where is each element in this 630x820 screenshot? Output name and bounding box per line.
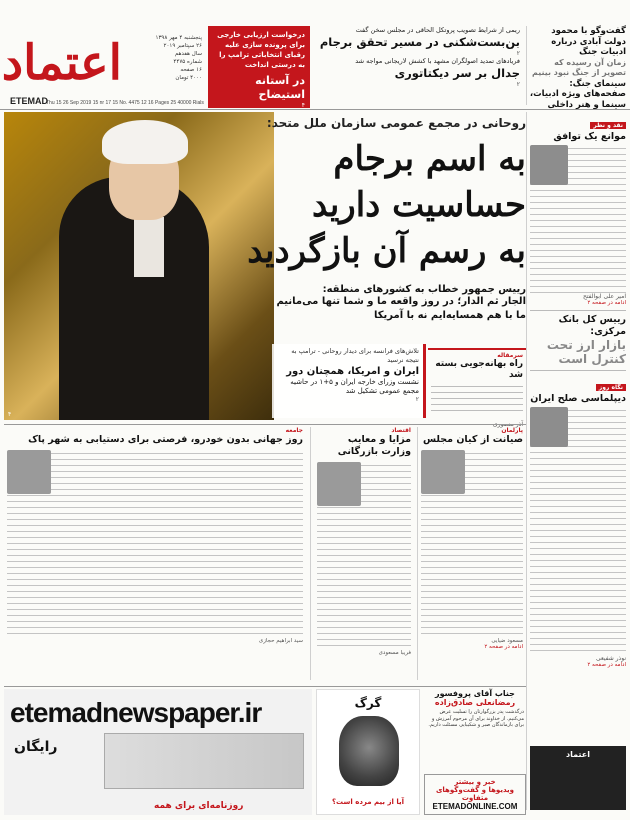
right-story-3[interactable] [530,370,626,668]
section-tag: نقد و نظر [590,122,626,129]
page-ref: ۲ [516,50,520,57]
lower-story-3[interactable] [4,427,306,681]
editorial-headline: راه بهانه‌جویی بسته شد [435,359,523,380]
right-column [528,112,628,744]
editorial-box[interactable] [428,348,526,428]
story-headline: موانع یک توافق [553,131,626,142]
ad-slogan: روزنامه‌ای برای همه [154,801,244,811]
inset-story[interactable] [272,344,426,418]
page-ref: ۲ [415,396,419,403]
author-name: سید ابراهیم حجازی [258,638,303,644]
issue-meta: Thu 15 26 Sep 2019 15 nr 17 15 No. 4475 12 16 Pages 25 40000 Rials [46,100,204,106]
lead-subhead-2: ما با هم همسایه‌ایم نه با آمریکا [373,310,526,321]
author-name: امیر علی ابوالفتح [582,293,626,300]
promo-url[interactable]: ETEMADONLINE.COM [432,802,518,811]
top-headline-2[interactable] [318,57,520,88]
lower-stories [4,424,526,682]
editorial-body-text [431,381,523,421]
page-count: ۱۶ صفحه [180,67,202,73]
newspaper-logo: اعتماد [1,35,122,91]
photo-page-ref: ۴ [8,411,12,418]
author-photo [317,462,361,506]
price: ۴۰۰۰ تومان [175,75,202,81]
story-headline: دیپلماسی صلح ایران [530,393,626,404]
obituary-name: رمضانعلی صادق‌زاده [434,698,516,707]
author-name: نوذر شفیعی [595,655,626,662]
top-headline-1[interactable] [318,26,520,57]
top-headline-kicker: فریادهای تمدید اصولگران مشهد با کشش لاریجانی مواجه شد [355,57,520,65]
book-title: گرگ [354,696,382,710]
story-quote: بازار ارز تحت کنترل است [546,338,626,366]
red-teaser-lead: درخواست ارزیابی خارجی برای پرونده سازی علیه رقبای انتخاباتی ترامپ را به درستی انداخت [217,31,305,69]
logo-latin: ETEMAD [10,96,48,106]
story-body-text [7,448,303,638]
author-photo [7,450,51,494]
notice-ad[interactable] [424,689,526,815]
red-teaser-box[interactable] [208,26,310,108]
continued-link[interactable]: ادامه در صفحه ۲ [587,662,626,668]
promo-line-1: خبر و بیشتر [454,778,496,786]
free-label: رایگان [14,739,58,755]
masthead [0,0,630,110]
obituary-text: درگذشت پدر بزرگوارتان را تسلیت عرض می‌کنیم. از خداوند برای آن مرحوم آمرزش و برای بازماندگان صبر و شکیبایی مسئلت داریم. [428,709,524,728]
promo-line-2: ویدیوها و گفت‌وگوهای متفاوت [436,786,514,802]
top-right-teaser[interactable] [528,26,628,108]
year-label: سال هفدهم [174,51,202,57]
top-headline-text: جدال بر سر دیکتاتوری [394,66,520,80]
top-headlines [314,26,524,108]
page-ref: ۲ [516,81,520,88]
top-headline-text: بن‌بست‌شکنی در مسیر تحقق برجام [319,35,520,49]
lead-kicker: روحانی در مجمع عمومی سازمان ملل متحد: [266,116,526,130]
story-tag: جامعه [285,427,303,434]
dark-ad-box[interactable] [530,746,626,810]
lead-headline-line-3: به رسم آن بازگردید [247,231,526,271]
story-tag: اقتصاد [391,427,411,434]
book-cover-portrait [339,716,399,786]
date-gregorian: ۲۶ سپتامبر ۲۰۱۹ [163,43,202,49]
inset-kicker: تلاش‌های فرانسه برای دیدار روحانی - ترامپ به نتیجه نرسید [291,347,419,364]
continued-link[interactable]: ادامه در صفحه ۲ [587,300,626,306]
story-headline: صیانت از کیان مجلس [422,434,523,445]
photo-figure-turban [102,120,188,164]
story-headline: مزایا و معایب وزارت بازرگانی [337,434,411,457]
teaser-kicker: گفت‌وگو با محمود دولت آبادی درباره ادبیات جنگ [551,26,626,57]
author-name: مسعود ضیایی [491,638,523,644]
logo-block[interactable] [1,26,204,108]
inset-subline: نشست وزرای خارجه ایران و ۵+۱ در حاشیه مجمع عمومی تشکیل شد [290,378,419,395]
teaser-subline: سینمای جنگ: صفحه‌های ویژه ادبیات، سینما و هنر داخلی [529,78,626,110]
website-ad[interactable] [4,689,312,815]
book-tagline: آیا از بیم مرده است؟ [332,798,404,806]
teaser-quote: زمان آن رسیده که تصویر از جنگ نبود بینیم [531,57,626,77]
dark-ad-logo: اعتماد [566,750,590,759]
right-story-1[interactable] [530,131,626,306]
story-headline: رییس کل بانک مرکزی: [558,314,626,337]
lead-sub-kicker: رییس جمهور خطاب به کشورهای منطقه: [322,284,526,295]
book-ad[interactable] [316,689,420,815]
lower-story-1[interactable] [418,427,526,681]
lower-story-2[interactable] [314,427,414,681]
column-divider [310,427,311,680]
lead-text-block [204,116,526,323]
top-headline-kicker: ریمی از شرایط تصویب پروتکل الحاقی در مجلس سخن گفت [355,26,520,34]
obituary-title: جناب آقای پروفسور [435,689,515,698]
continued-link[interactable]: ادامه در صفحه ۲ [484,644,523,650]
website-url[interactable]: etemadnewspaper.ir [10,697,262,728]
author-name: فریبا مسعودی [378,650,411,656]
story-headline: روز جهانی بدون خودرو، فرصتی برای دستیابی به شهر پاک [28,434,303,445]
right-story-2[interactable] [530,310,626,366]
dateline [126,34,202,82]
author-photo [421,450,465,494]
editorial-tag: سرمقاله [497,352,523,359]
lead-headline-line-2: حساسیت دارید [312,185,526,225]
column-divider [526,112,527,810]
author-photo [530,145,568,185]
red-teaser-headline: در آستانه استیضاح [255,74,305,101]
website-screenshots-image [104,733,304,789]
page-ref: ۴ [301,102,305,109]
photo-figure-collar [134,217,164,277]
editorial-author: آذر منصوری [492,421,523,428]
lead-subhead-1: الجار ثم الدار؛ در روز واقعه ما و شما تنها می‌مانیم [276,296,526,307]
issue-number: شماره ۴۴۷۵ [173,59,202,65]
advertisement-strip [4,686,526,816]
author-photo [530,407,568,447]
column-divider [417,427,418,680]
online-promo[interactable] [424,774,526,815]
section-tag: نگاه روز [596,384,626,391]
story-tag: پارلمان [501,427,523,434]
column-divider [526,26,527,105]
lead-story[interactable] [4,112,526,428]
inset-headline: ایران و امریکا، همچنان دور [286,366,419,377]
lead-headline-line-1: به اسم برجام [333,139,526,179]
date-persian: پنجشنبه ۴ مهر ۱۳۹۸ [155,35,202,41]
